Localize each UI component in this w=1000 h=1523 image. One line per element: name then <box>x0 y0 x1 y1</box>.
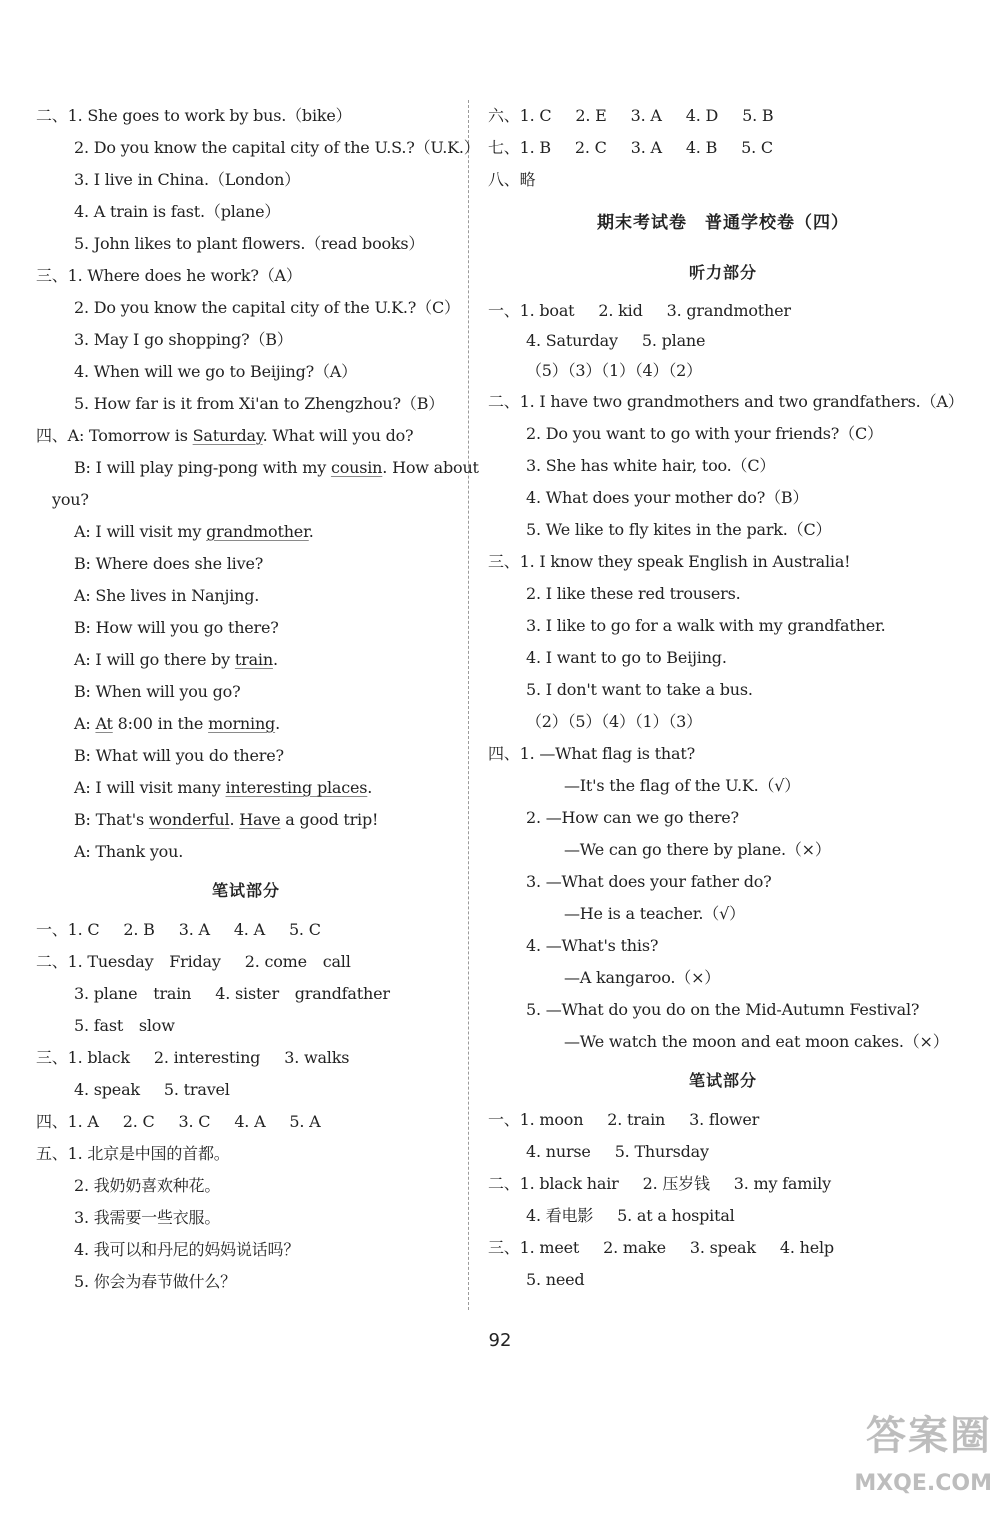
dialogue-line: B: What will you do there? <box>74 746 284 765</box>
left-column <box>36 100 480 1298</box>
answer-row: 六、1. C 2. E 3. A 4. D 5. B <box>488 106 774 125</box>
section-heading: 笔试部分 <box>211 881 280 900</box>
answer-line: 5. —What do you do on the Mid-Autumn Festival? <box>526 1000 920 1019</box>
right-column <box>488 100 964 1296</box>
answer-line: 2. Do you know the capital city of the U.K.?（C） <box>74 298 460 317</box>
answer-line: 2. 我奶奶喜欢种花。 <box>74 1176 221 1195</box>
answer-line: 5. How far is it from Xi'an to Zhengzhou?（B） <box>74 394 445 413</box>
dialogue-line: A: Thank you. <box>74 842 184 861</box>
answer-line: —It's the flag of the U.K.（√） <box>564 776 801 795</box>
answer-line: 四、1. —What flag is that? <box>488 744 695 763</box>
answer-row: 一、1. boat 2. kid 3. grandmother <box>488 301 791 320</box>
answer-row: 5. need <box>526 1270 585 1289</box>
section-heading: 听力部分 <box>688 263 757 282</box>
answer-line: 3. May I go shopping?（B） <box>74 330 293 349</box>
answer-line: 4. What does your mother do?（B） <box>526 488 809 507</box>
answer-line: 5. 你会为春节做什么？ <box>74 1272 236 1291</box>
dialogue-line: B: I will play ping-pong with my cousin. How about <box>74 458 479 477</box>
dialogue-line: B: When will you go? <box>74 682 241 701</box>
watermark-logo-text: 答案圈 <box>866 1413 992 1459</box>
dialogue-line: 四、A: Tomorrow is Saturday. What will you do? <box>36 426 414 445</box>
answer-row: 七、1. B 2. C 3. A 4. B 5. C <box>488 138 773 157</box>
answer-row: 5. fast slow <box>74 1016 175 1035</box>
page-title: 期末考试卷 普通学校卷（四） <box>597 213 849 233</box>
answer-row: 三、1. meet 2. make 3. speak 4. help <box>488 1238 834 1257</box>
dialogue-line: A: She lives in Nanjing. <box>74 586 260 605</box>
filled-blank: interesting places <box>225 778 368 797</box>
dialogue-line: B: How will you go there? <box>74 618 279 637</box>
answer-row: 一、1. C 2. B 3. A 4. A 5. C <box>36 920 321 939</box>
answer-line: 3. 我需要一些衣服。 <box>74 1208 221 1227</box>
answer-line: 2. I like these red trousers. <box>526 584 741 603</box>
answer-line: 5. John likes to plant flowers.（read books） <box>74 234 425 253</box>
answer-line: 3. She has white hair, too.（C） <box>526 456 776 475</box>
answer-line: 3. —What does your father do? <box>526 872 772 891</box>
answer-row: 4. speak 5. travel <box>74 1080 230 1099</box>
answer-line: 4. When will we go to Beijing?（A） <box>74 362 357 381</box>
filled-blank: Have <box>239 810 281 829</box>
answer-row: 4. 看电影 5. at a hospital <box>526 1206 735 1225</box>
answer-line: —We watch the moon and eat moon cakes.（×） <box>564 1032 949 1051</box>
answer-line: 5. We like to fly kites in the park.（C） <box>526 520 832 539</box>
answer-line: —He is a teacher.（√） <box>564 904 745 923</box>
answer-line: 3. I like to go for a walk with my grandfather. <box>526 616 886 635</box>
filled-blank: morning <box>208 714 276 733</box>
answer-row: 一、1. moon 2. train 3. flower <box>488 1110 760 1129</box>
dialogue-line: B: That's wonderful. Have a good trip! <box>74 810 379 829</box>
answer-line: 2. —How can we go there? <box>526 808 739 827</box>
filled-blank: train <box>234 650 273 669</box>
dialogue-line: A: I will visit many interesting places. <box>74 778 373 797</box>
answer-line: 二、1. She goes to work by bus.（bike） <box>36 106 352 125</box>
answer-row: 4. Saturday 5. plane <box>526 331 706 350</box>
answer-line: 二、1. I have two grandmothers and two grandfathers.（A） <box>488 392 964 411</box>
answer-line: 4. A train is fast.（plane） <box>74 202 281 221</box>
answer-row: 二、1. Tuesday Friday 2. come call <box>36 952 351 971</box>
answer-line: 三、1. Where does he work?（A） <box>36 266 302 285</box>
answer-line: （2）（5）（4）（1）（3） <box>526 712 702 731</box>
answer-line: 三、1. I know they speak English in Australia! <box>488 552 851 571</box>
answer-line: —A kangaroo.（×） <box>564 968 721 987</box>
section-heading: 笔试部分 <box>688 1071 757 1090</box>
answer-row: 三、1. black 2. interesting 3. walks <box>36 1048 350 1067</box>
filled-blank: grandmother <box>206 522 309 541</box>
answer-line: 4. I want to go to Beijing. <box>526 648 727 667</box>
filled-blank: wonderful <box>148 810 230 829</box>
answer-line: 4. 我可以和丹尼的妈妈说话吗？ <box>74 1240 300 1259</box>
answer-row: 二、1. black hair 2. 压岁钱 3. my family <box>488 1174 831 1193</box>
answer-line: 五、1. 北京是中国的首都。 <box>36 1144 230 1163</box>
answer-row: （5）（3）（1）（4）（2） <box>526 361 702 380</box>
answer-line: 3. I live in China.（London） <box>74 170 301 189</box>
dialogue-line: you? <box>52 490 89 509</box>
dialogue-line: A: I will go there by train. <box>74 650 278 669</box>
answer-line: 八、略 <box>488 170 536 189</box>
filled-blank: Saturday <box>192 426 263 445</box>
answer-line: 2. Do you want to go with your friends?（C） <box>526 424 883 443</box>
answer-line: 2. Do you know the capital city of the U.S.?（U.K.） <box>74 138 480 157</box>
answer-row: 3. plane train 4. sister grandfather <box>74 984 390 1003</box>
answer-line: 5. I don't want to take a bus. <box>526 680 753 699</box>
dialogue-line: A: At 8:00 in the morning. <box>74 714 280 733</box>
dialogue-line: A: I will visit my grandmother. <box>74 522 314 541</box>
filled-blank: At <box>95 714 113 733</box>
answer-row: 4. nurse 5. Thursday <box>526 1142 709 1161</box>
answer-line: 4. —What's this? <box>526 936 659 955</box>
answer-row: 四、1. A 2. C 3. C 4. A 5. A <box>36 1112 321 1131</box>
dialogue-line: B: Where does she live? <box>74 554 264 573</box>
page-number: 92 <box>488 1330 512 1351</box>
column-divider <box>468 100 469 1310</box>
watermark-url: MXQE.COM <box>854 1471 992 1496</box>
answer-line: —We can go there by plane.（×） <box>564 840 831 859</box>
filled-blank: cousin <box>330 458 383 477</box>
site-watermark <box>832 1408 992 1518</box>
